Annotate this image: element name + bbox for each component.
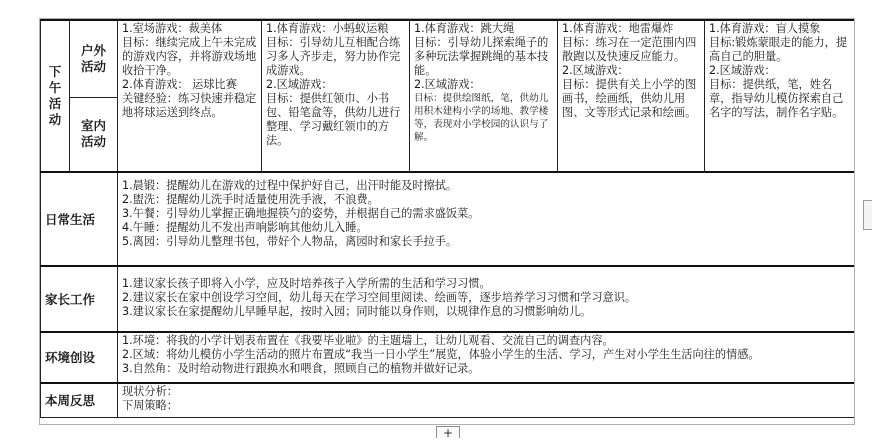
daily-life-line-1: 1.晨锻：提醒幼儿在游戏的过程中保护好自己，出汗时能及时擦拭。 — [122, 179, 458, 192]
reflection-label: 本周反思 — [41, 383, 118, 417]
day4-line-1: 1.体育游戏：地雷爆炸 — [562, 22, 674, 35]
afternoon-day-3 — [410, 20, 558, 172]
parents-line-1: 1.建议家长孩子即将入小学，应及时培养孩子入学所需的生活和学习习惯。 — [122, 277, 491, 290]
window-left-margin — [0, 0, 40, 437]
plan-table — [40, 19, 855, 418]
daily-life-content — [118, 172, 855, 266]
environment-row — [41, 332, 855, 383]
afternoon-day-2 — [262, 20, 410, 172]
daily-life-label: 日常生活 — [41, 172, 118, 266]
day4-line-2: 目标：练习在一定范围内四散跑以及快速反应能力。 — [562, 36, 697, 63]
environment-line-1: 1.环境：将我的小学计划表布置在《我要毕业啦》的主题墙上，让幼儿观看、交流自己的调查内容。 — [122, 334, 614, 347]
day5-line-4: 目标：提供纸，笔，姓名章，指导幼儿模仿探索自己名字的写法，制作名字贴。 — [709, 78, 844, 119]
day5-line-1: 1.体育游戏：盲人摸象 — [709, 22, 821, 35]
afternoon-day-4 — [558, 20, 705, 172]
day3-line-4: 目标：提供绘图纸，笔，供幼儿用积木建构小学的场地、教学楼等，表现对小学校园的认识与了解。 — [414, 93, 549, 143]
environment-line-2: 2.区域：将幼儿模仿小学生活动的照片布置成“我当一日小学生”展览，体验小学生的生活、学习，产生对小学生生活向往的情感。 — [122, 348, 760, 361]
outdoor-activity-label — [70, 20, 118, 97]
day3-line-3: 2.区域游戏： — [414, 78, 481, 91]
parents-row — [41, 266, 855, 332]
day4-line-4: 目标：提供有关上小学的图画书，绘画纸，供幼儿用图、文等形式记录和绘画。 — [562, 78, 697, 119]
afternoon-day-5 — [705, 20, 855, 172]
environment-content — [118, 332, 855, 383]
add-row-button[interactable]: + — [436, 426, 460, 438]
afternoon-day-1 — [118, 20, 262, 172]
afternoon-label — [41, 20, 70, 172]
day1-line-2: 目标：继续完成上午未完成的游戏内容，并将游戏场地收拾干净。 — [122, 36, 257, 77]
daily-life-line-4: 4.午睡：提醒幼儿不发出声响影响其他幼儿入睡。 — [122, 221, 368, 234]
reflection-content[interactable] — [118, 383, 855, 417]
day3-line-1: 1.体育游戏：跳大绳 — [414, 22, 515, 35]
daily-life-line-3: 3.午餐：引导幼儿掌握正确地握筷勺的姿势，并根据自己的需求盛饭菜。 — [122, 207, 480, 220]
day1-line-4: 关键经验：练习快速并稳定地将球运送到终点。 — [122, 92, 257, 119]
day1-line-1: 1.室场游戏：裁美体 — [122, 22, 223, 35]
parents-line-3: 3.建议家长在家提醒幼儿早睡早起，按时入园；同时能以身作则，以规律作息的习惯影响幼儿。 — [122, 305, 592, 318]
daily-life-row — [41, 172, 855, 266]
day2-line-3: 2.区域游戏： — [266, 78, 333, 91]
afternoon-row-outdoor — [41, 20, 855, 97]
day2-line-4: 目标：提供红领巾、小书包、铅笔盒等，供幼儿进行整理、学习戴红领巾的方法。 — [266, 92, 401, 147]
parents-label: 家长工作 — [41, 266, 118, 332]
reflection-next-week-strategy: 下周策略： — [122, 399, 178, 412]
indoor-activity-text: 室内活动 — [80, 118, 106, 150]
weekly-plan-table — [40, 19, 854, 424]
reflection-current-analysis: 现状分析： — [122, 385, 178, 398]
environment-line-3: 3.自然角：及时给动物进行跟换水和喂食，照顾自己的植物并做好记录。 — [122, 362, 480, 375]
environment-label: 环境创设 — [41, 332, 118, 383]
day5-line-2: 目标:锻炼蒙眼走的能力，提高自己的胆量。 — [709, 36, 848, 63]
day4-line-3: 2.区域游戏： — [562, 64, 629, 77]
day3-line-2: 目标：引导幼儿探索绳子的多种玩法掌握跳绳的基本技能。 — [414, 36, 549, 77]
daily-life-line-5: 5.离园：引导幼儿整理书包，带好个人物品，离园时和家长手拉手。 — [122, 235, 458, 248]
parents-content — [118, 266, 855, 332]
side-scroll-tab[interactable] — [863, 200, 872, 230]
day2-line-2: 目标：引导幼儿互相配合练习多人齐步走，努力协作完成游戏。 — [266, 36, 401, 77]
day2-line-1: 1.体育游戏：小蚂蚁运粮 — [266, 22, 389, 35]
afternoon-label-text: 下午活动 — [48, 64, 62, 127]
day1-line-3: 2.体育游戏： 运球比赛 — [122, 78, 237, 91]
outdoor-activity-text: 户外活动 — [80, 42, 106, 74]
parents-line-2: 2.建议家长在家中创设学习空间，幼儿每天在学习空间里阅读、绘画等，逐步培养学习习惯和学习意识。 — [122, 291, 637, 304]
reflection-row — [41, 383, 855, 417]
indoor-activity-label — [70, 97, 118, 172]
daily-life-line-2: 2.盥洗：提醒幼儿洗手时适量使用洗手液，不浪费。 — [122, 193, 379, 206]
day5-line-3: 2.区域游戏： — [709, 64, 776, 77]
